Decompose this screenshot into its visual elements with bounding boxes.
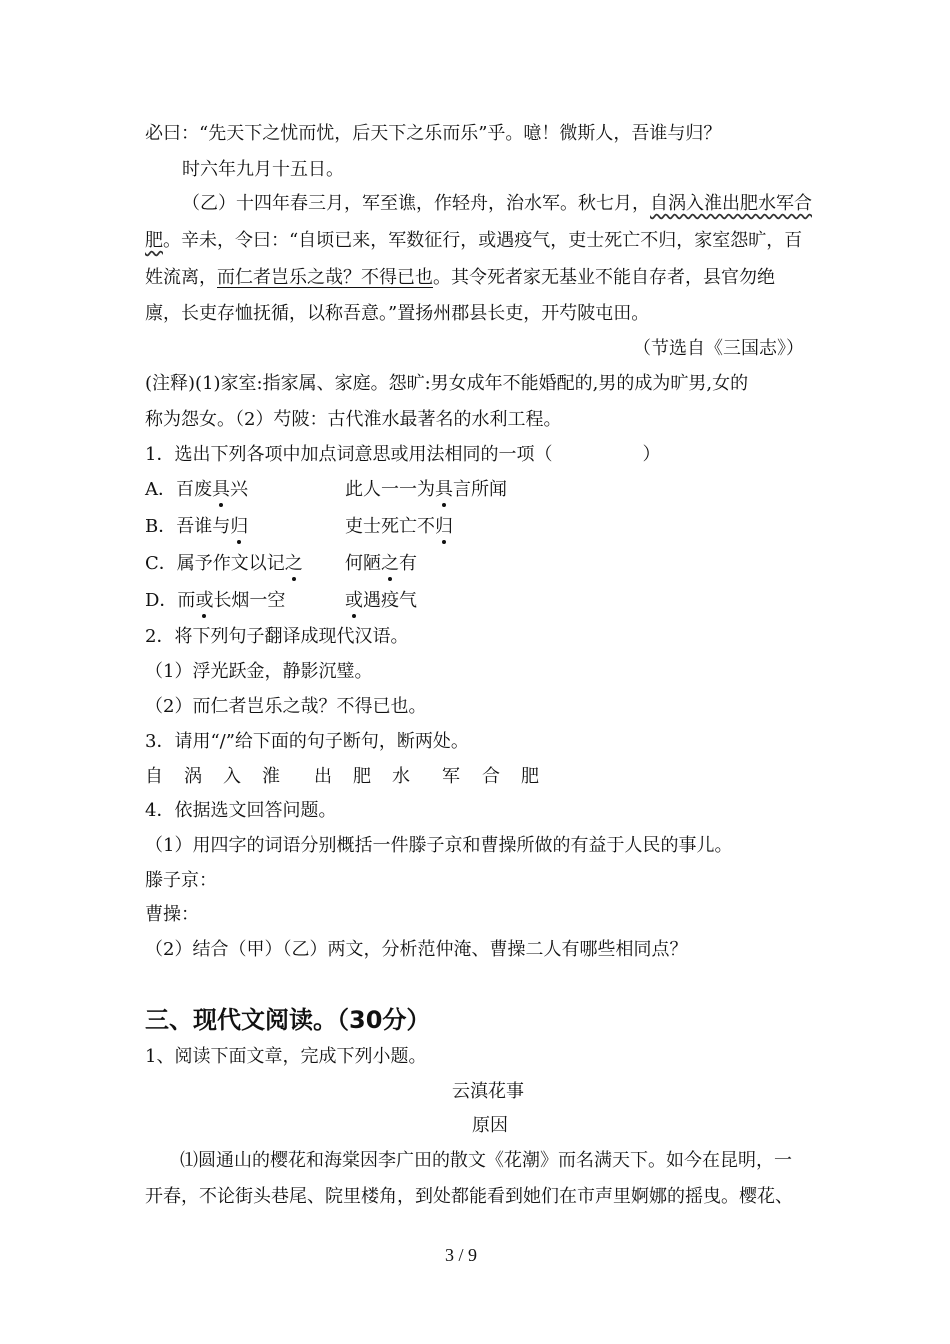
option-text: C．属予作文以记 — [145, 553, 285, 574]
text-segment: （乙）十四年春三月，军至谯，作轻舟，治水军。秋七月， — [182, 193, 650, 214]
sentence-char: 淮 — [262, 766, 280, 787]
option-text: 遇疫气 — [363, 590, 417, 611]
wavy-underlined-text: 自涡入淮出肥水军合 — [650, 193, 812, 214]
answer-label-cao: 曹操： — [145, 904, 199, 925]
option-b-right — [345, 515, 453, 539]
sentence-char: 合 — [482, 766, 500, 787]
question-4-part-2: （2）结合（甲）（乙）两文，分析范仲淹、曹操二人有哪些相同点？ — [145, 939, 688, 960]
question-3-stem: 3．请用“/”给下面的句子断句，断两处。 — [145, 731, 469, 752]
option-text: 长烟一空 — [213, 590, 286, 611]
option-text: B．吾谁与 — [145, 516, 231, 537]
section-heading: 三、现代文阅读。（30分） — [145, 1006, 431, 1034]
option-text: 兴 — [230, 479, 248, 500]
dotted-char: 或 — [345, 590, 363, 611]
text-segment: 。其令死者家无基业不能自存者，县官勿绝 — [433, 267, 775, 288]
passage-yi-line: 廪，长吏存恤抚循，以称吾意。”置扬州郡县长吏，开芍陂屯田。 — [145, 303, 650, 324]
article-title: 云滇花事 — [452, 1081, 524, 1102]
option-b-left — [145, 515, 248, 539]
option-d-left — [145, 589, 285, 613]
dotted-char: 具 — [212, 479, 230, 500]
paragraph-line: ⑴圆通山的樱花和海棠因李广田的散文《花潮》而名满天下。如今在昆明，一 — [180, 1150, 792, 1171]
sentence-char: 入 — [223, 766, 241, 787]
option-a-left — [145, 478, 248, 502]
answer-label-teng: 滕子京： — [145, 870, 217, 891]
text-segment: 姓流离， — [145, 267, 217, 288]
source-citation: （节选自《三国志》） — [633, 338, 804, 359]
underlined-sentence: 而仁者岂乐之哉？不得已也 — [217, 267, 433, 288]
sentence-char: 肥 — [353, 766, 371, 787]
question-2-stem: 2．将下列句子翻译成现代汉语。 — [145, 626, 409, 647]
question-2-sentence-1: （1）浮光跃金，静影沉璧。 — [145, 661, 373, 682]
page-number: 3 / 9 — [445, 1245, 478, 1265]
notes-line: 称为怨女。（2）芍陂：古代淮水最著名的水利工程。 — [145, 409, 562, 430]
sentence-char: 肥 — [521, 766, 539, 787]
passage-yi-line — [145, 229, 802, 253]
sentence-char: 水 — [392, 766, 410, 787]
sentence-char: 自 — [145, 766, 163, 787]
dotted-char: 之 — [381, 553, 399, 574]
question-4-stem: 4．依据选文回答问题。 — [145, 800, 337, 821]
wavy-underlined-text: 肥 — [145, 230, 163, 251]
sentence-char: 军 — [442, 766, 460, 787]
option-text: 言所闻 — [453, 479, 507, 500]
option-text: D．而 — [145, 590, 196, 611]
dotted-char: 归 — [435, 516, 453, 537]
passage-yi-line — [145, 266, 775, 290]
dotted-char: 之 — [284, 553, 303, 574]
section-intro: 1、阅读下面文章，完成下列小题。 — [145, 1046, 427, 1067]
notes-line: (注释)(1)家室:指家属、家庭。怨旷:男女成年不能婚配的,男的成为旷男,女的 — [145, 373, 749, 394]
question-2-sentence-2: （2）而仁者岂乐之哉？不得已也。 — [145, 696, 427, 717]
option-a-right — [345, 478, 507, 502]
dotted-char: 归 — [230, 516, 249, 537]
sentence-char: 出 — [314, 766, 332, 787]
date-line: 时六年九月十五日。 — [182, 159, 344, 180]
sentence-char: 涡 — [184, 766, 202, 787]
option-text: A．百废 — [145, 479, 212, 500]
option-c-right — [345, 552, 417, 576]
passage-yi-line — [182, 192, 812, 216]
option-text: 有 — [399, 553, 417, 574]
option-text: 此人一一为 — [345, 479, 435, 500]
option-d-right — [345, 589, 417, 613]
dotted-char: 或 — [195, 590, 214, 611]
option-c-left — [145, 552, 303, 576]
option-text: 吏士死亡不 — [345, 516, 435, 537]
article-author: 原因 — [472, 1115, 508, 1136]
question-1-stem: 1．选出下列各项中加点词意思或用法相同的一项（ ） — [145, 444, 661, 465]
option-text: 何陋 — [345, 553, 381, 574]
question-3-sentence — [145, 765, 545, 789]
text-segment: 。辛未，令曰：“自顷已来，军数征行，或遇疫气，吏士死亡不归，家室怨旷，百 — [163, 230, 803, 251]
question-4-part-1: （1）用四字的词语分别概括一件滕子京和曹操所做的有益于人民的事儿。 — [145, 835, 733, 856]
dotted-char: 具 — [435, 479, 453, 500]
text-line: 必曰：“先天下之忧而忧，后天下之乐而乐”乎。噫！微斯人，吾谁与归？ — [145, 123, 722, 144]
paragraph-line: 开春，不论街头巷尾、院里楼角，到处都能看到她们在市声里婀娜的摇曳。樱花、 — [145, 1186, 793, 1207]
